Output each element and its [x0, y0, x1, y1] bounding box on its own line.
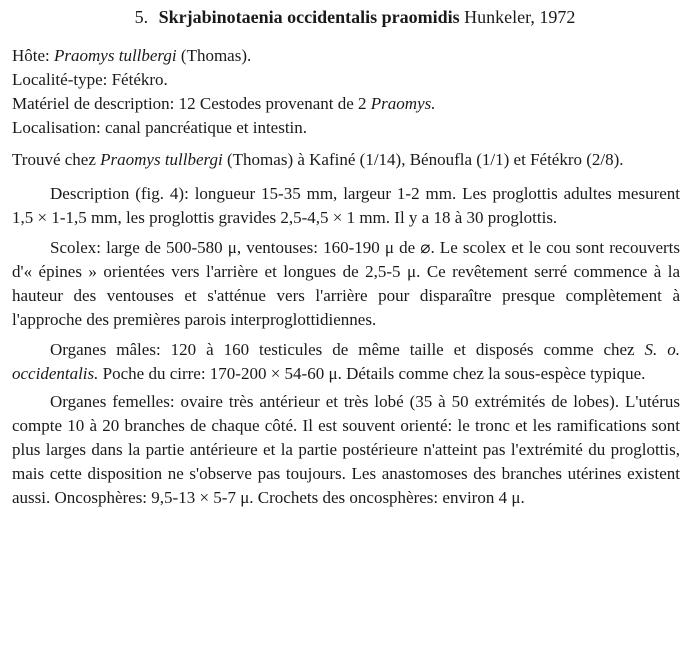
- found-prefix: Trouvé chez: [12, 150, 101, 169]
- host-species: Praomys tullbergi: [54, 46, 177, 65]
- host-author: (Thomas).: [176, 46, 252, 65]
- found-rest: (Thomas) à Kafiné (1/14), Bénoufla (1/1) et Fétékro (2/8).: [222, 150, 624, 169]
- type-locality-label: Localité-type:: [12, 70, 112, 89]
- species-author: Hunkeler, 1972: [464, 7, 576, 27]
- type-locality-value: Fétékro.: [111, 70, 168, 89]
- location-line: [12, 116, 680, 140]
- found-species: Praomys tullbergi: [100, 150, 223, 169]
- description-paragraph: Description (fig. 4): longueur 15-35 mm, largeur 1-2 mm. Les proglottis adultes mesurent 1,5 × 1-1,5 mm, les proglottis gravides 2,5-4,5 × 1 mm. Il y a 18 à 30 proglottis.: [12, 184, 680, 227]
- host-label: Hôte:: [12, 46, 55, 65]
- male-organs-paragraph: [12, 338, 680, 386]
- male-species: S. o. occidentalis.: [12, 340, 680, 383]
- location-value: canal pancréatique et intestin.: [105, 118, 308, 137]
- material-line: [12, 92, 680, 116]
- male-rest: Poche du cirre: 170-200 × 54-60 μ. Détails comme chez la sous-espèce typique.: [98, 364, 646, 383]
- type-locality-line: [12, 68, 680, 92]
- female-organs-paragraph: Organes femelles: ovaire très antérieur et très lobé (35 à 50 extrémités de lobes). L'utérus compte 10 à 20 branches de chaque côté. Il est souvent orienté: le tronc et les ramifications sont plus larges dans la partie antérieure et la partie postérieure n'atteint pas l'extrémité du proglottis, mais cette disposition ne s'observe pas toujours. Les anastomoses des branches utérines existent aussi. Oncosphères: 9,5-13 × 5-7 μ. Crochets des oncosphères: environ 4 μ.: [12, 392, 680, 507]
- species-heading: [12, 4, 680, 30]
- species-number: 5.: [134, 7, 149, 27]
- found-line: [12, 148, 680, 172]
- material-label: Matériel de description:: [12, 94, 179, 113]
- species-name: Skrjabinotaenia occidentalis praomidis: [158, 7, 460, 27]
- location-label: Localisation:: [12, 118, 106, 137]
- male-prefix: Organes mâles: 120 à 160 testicules de même taille et disposés comme chez: [50, 340, 645, 359]
- page: [12, 4, 680, 516]
- host-line: [12, 44, 680, 68]
- material-species: Praomys.: [370, 94, 436, 113]
- scolex-paragraph: Scolex: large de 500-580 μ, ventouses: 160-190 μ de ⌀. Le scolex et le cou sont recouverts d'« épines » orientées vers l'arrière et longues de 2,5-5 μ. Ce revêtement serré commence à la hauteur des ventouses et s'atténue vers l'arrière pour disparaître presque complètement à l'approche des premières parois interproglottidiennes.: [12, 238, 680, 329]
- material-value: 12 Cestodes provenant de 2: [178, 94, 371, 113]
